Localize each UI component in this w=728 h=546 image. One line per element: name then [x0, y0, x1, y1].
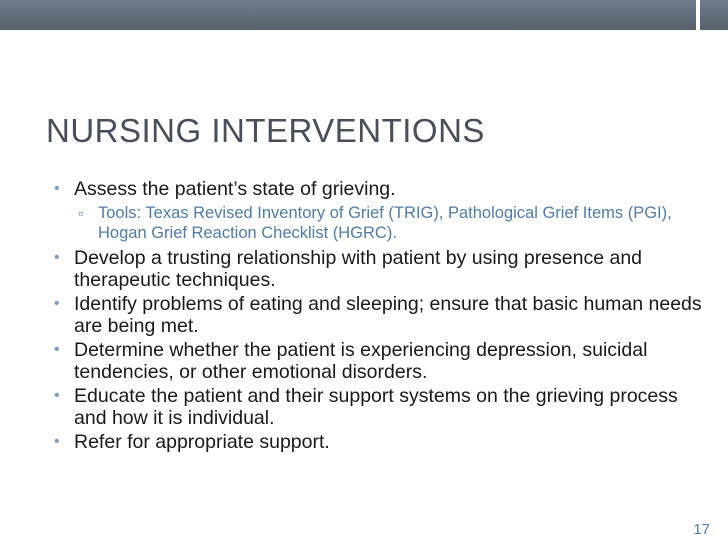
bullet-icon: • — [54, 433, 60, 450]
bullet-icon: • — [54, 341, 60, 358]
top-band-tab — [700, 0, 728, 30]
top-band — [0, 0, 728, 30]
bullet-icon: • — [54, 295, 60, 312]
bullet-item — [54, 178, 704, 200]
bullet-text: Determine whether the patient is experiencing depression, suicidal tendencies, or other emotional disorders. — [74, 339, 648, 383]
bullet-icon: • — [54, 180, 60, 197]
bullet-item — [54, 385, 704, 429]
bullet-text: Develop a trusting relationship with patient by using presence and therapeutic techniques. — [74, 247, 643, 291]
bullet-item — [54, 293, 704, 337]
bullet-icon: • — [54, 387, 60, 404]
bullet-text: Refer for appropriate support. — [74, 431, 330, 453]
slide-title: NURSING INTERVENTIONS — [46, 112, 485, 149]
bullet-item — [54, 431, 704, 453]
bullet-icon: • — [54, 249, 60, 266]
square-bullet-icon: ▫ — [78, 205, 83, 221]
slide-content — [54, 178, 704, 455]
page-number: 17 — [693, 521, 710, 538]
sub-bullet-item — [54, 203, 704, 243]
bullet-item — [54, 339, 704, 383]
bullet-item — [54, 247, 704, 291]
bullet-text: Educate the patient and their support systems on the grieving process and how it is individual. — [74, 385, 678, 429]
sub-bullet-text: Tools: Texas Revised Inventory of Grief (TRIG), Pathological Grief Items (PGI), Hogan Grief Reaction Checklist (HGRC). — [98, 204, 672, 242]
bullet-text: Assess the patient’s state of grieving. — [74, 178, 396, 200]
bullet-text: Identify problems of eating and sleeping; ensure that basic human needs are being met. — [74, 293, 702, 337]
